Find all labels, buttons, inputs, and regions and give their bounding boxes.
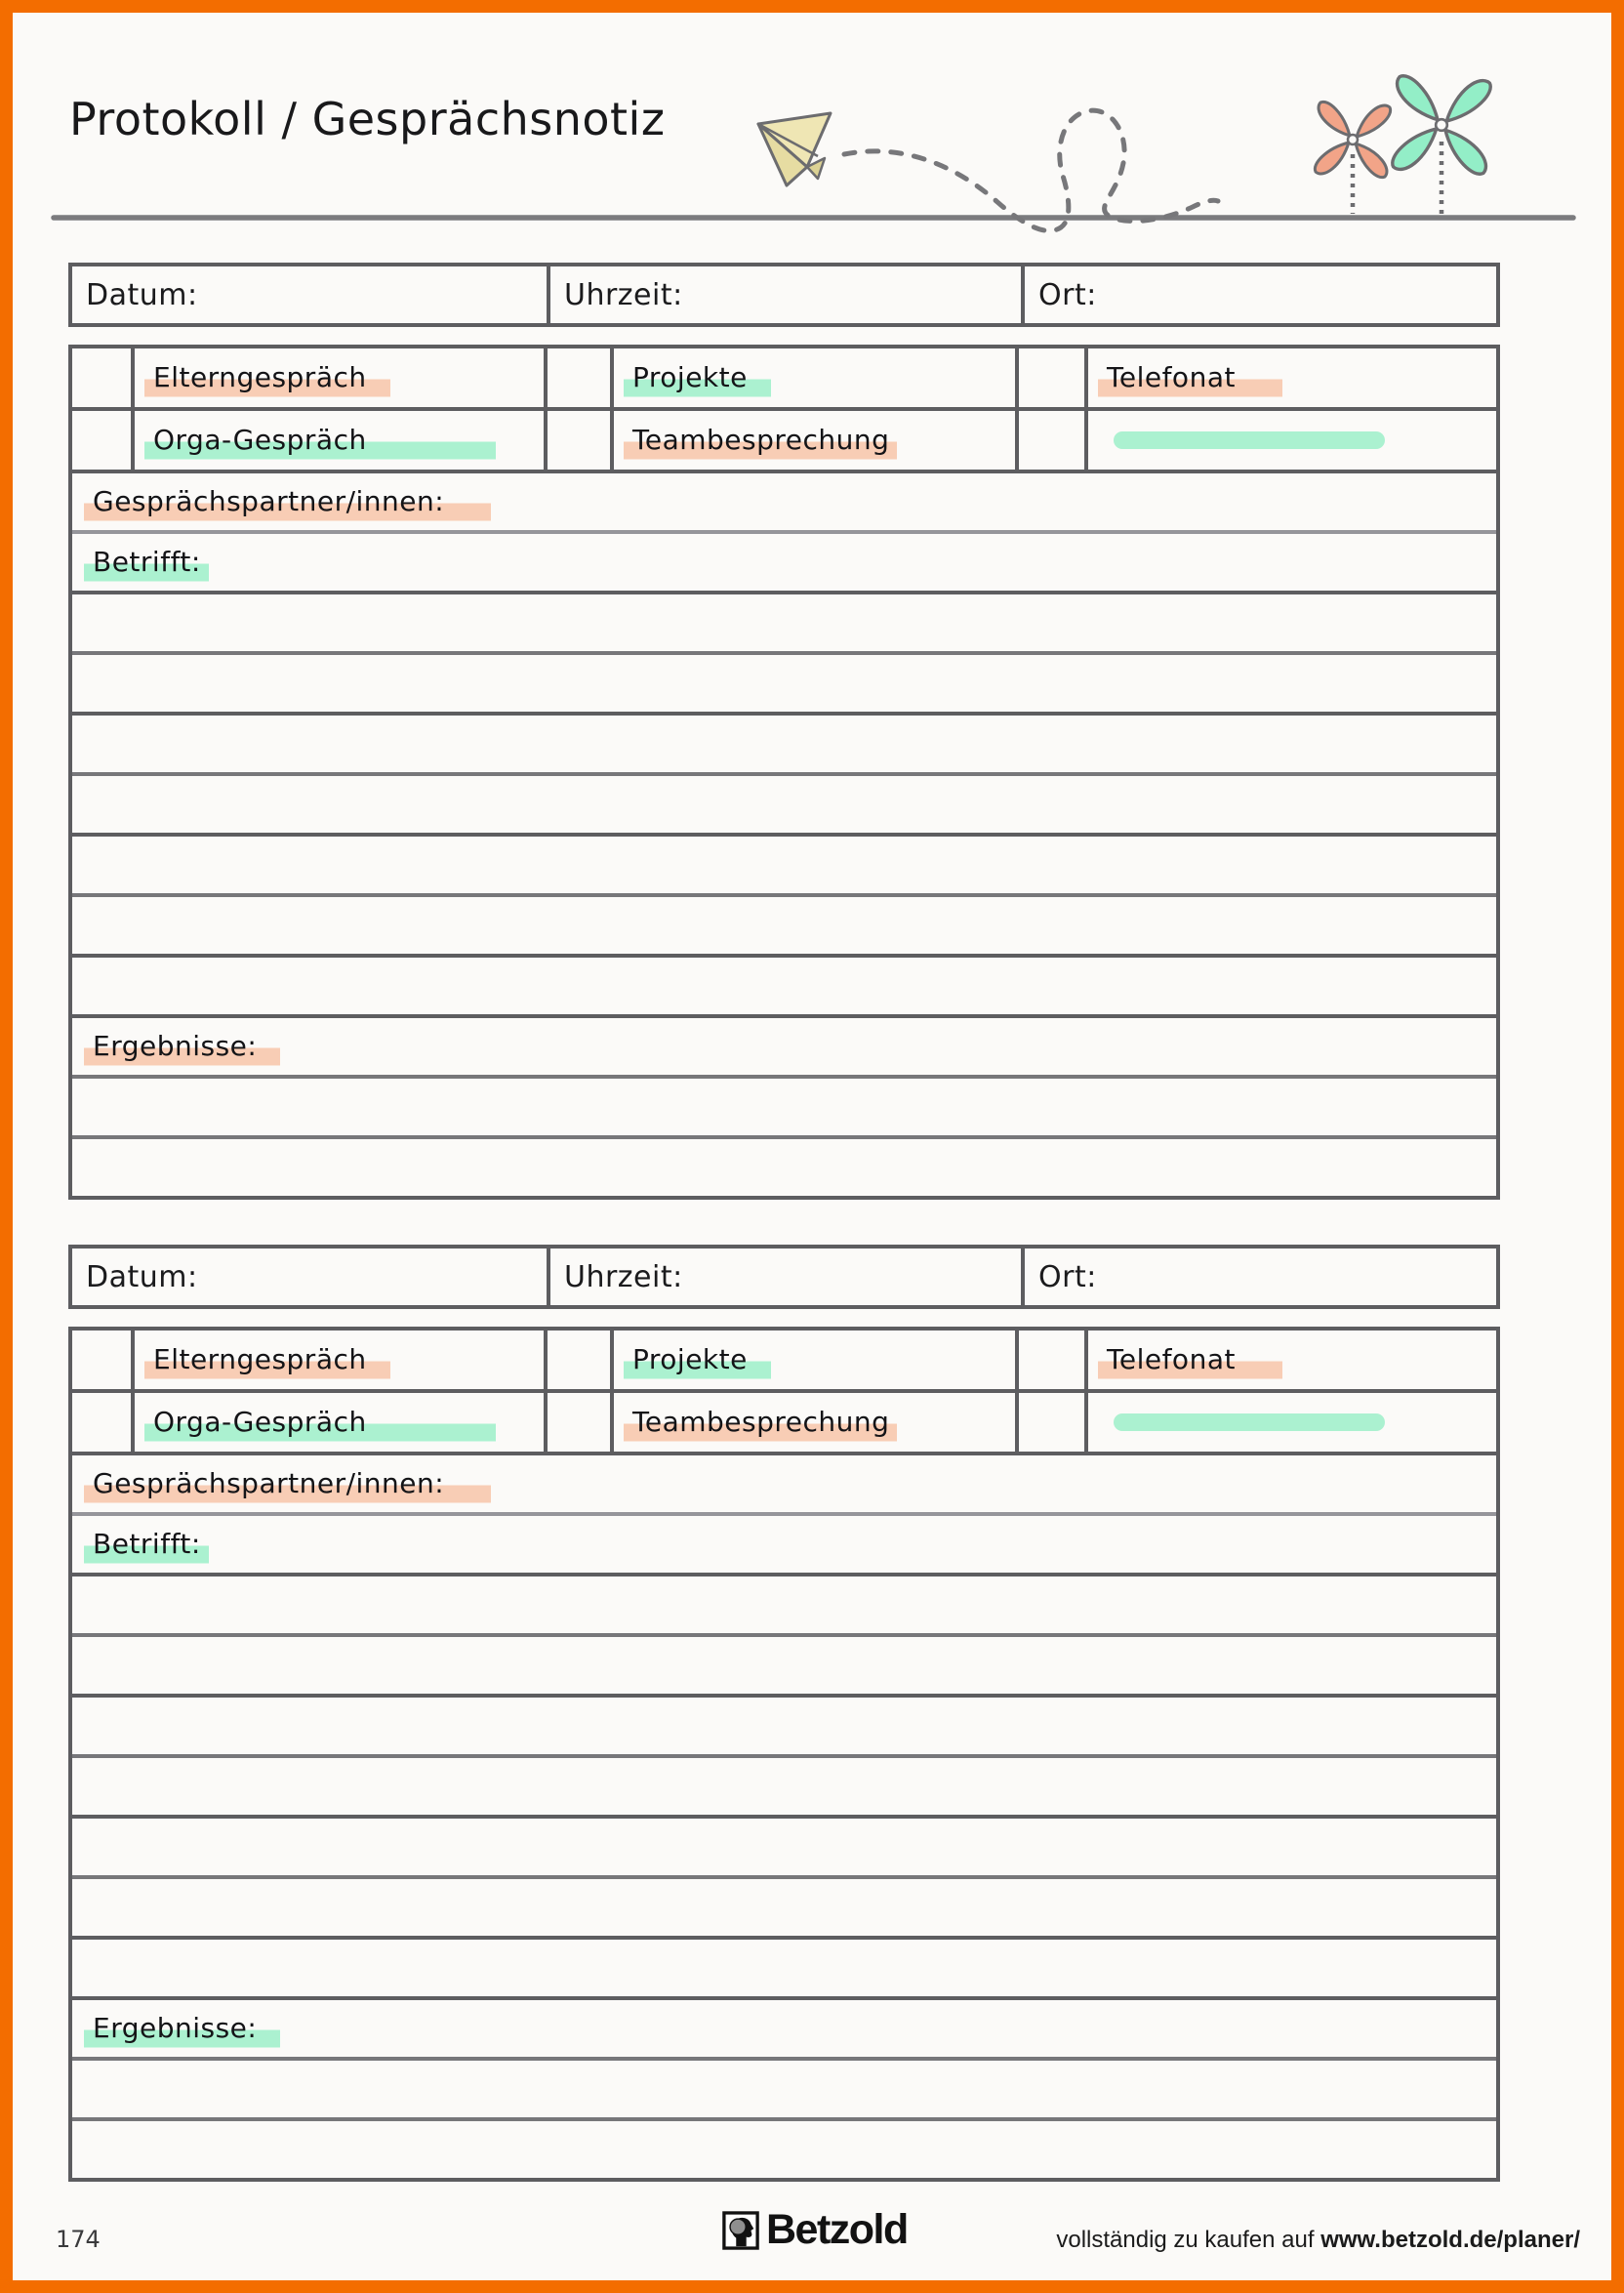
participants-row[interactable]	[72, 470, 1496, 530]
brand-wordmark: Betzold	[766, 2206, 908, 2253]
option-cell	[131, 348, 544, 411]
option-label: Projekte	[624, 358, 771, 398]
option-label: Teambesprechung	[624, 421, 897, 461]
note-line-row[interactable]	[72, 1875, 1496, 1936]
note-line-row[interactable]	[72, 651, 1496, 712]
dashed-flight-path	[844, 110, 1218, 230]
page-number: 174	[56, 2226, 101, 2253]
checkbox-orga-gespraech[interactable]	[72, 1393, 131, 1452]
note-line-row[interactable]	[72, 772, 1496, 833]
option-cell	[610, 1331, 1015, 1393]
section-body	[68, 1327, 1500, 2182]
section-header-row	[68, 1245, 1500, 1309]
purchase-url: www.betzold.de/planer/	[1320, 2227, 1580, 2253]
date-field[interactable]	[72, 266, 547, 323]
paper-plane-icon	[758, 113, 831, 185]
results-line-row[interactable]	[72, 1075, 1496, 1135]
results-label: Ergebnisse:	[84, 2009, 280, 2049]
option-cell	[131, 1393, 544, 1452]
subject-row[interactable]	[72, 1512, 1496, 1573]
checkbox-elterngespraech[interactable]	[72, 1331, 131, 1393]
results-label: Ergebnisse:	[84, 1027, 280, 1067]
note-line-row[interactable]	[72, 954, 1496, 1014]
purchase-note	[1056, 2227, 1580, 2254]
note-line-row[interactable]	[72, 1754, 1496, 1815]
participants-label: Gesprächspartner/innen:	[84, 482, 491, 522]
option-label: Projekte	[624, 1340, 771, 1380]
custom-option-highlight	[1114, 431, 1385, 449]
option-cell	[610, 348, 1015, 411]
place-label: Ort:	[1038, 1259, 1097, 1294]
option-label: Telefonat	[1098, 1340, 1282, 1380]
results-row[interactable]	[72, 1996, 1496, 2057]
option-label: Telefonat	[1098, 358, 1282, 398]
options-grid	[72, 348, 1496, 470]
results-line-row[interactable]	[72, 1135, 1496, 1196]
option-cell	[610, 1393, 1015, 1452]
option-label: Orga-Gespräch	[144, 1403, 496, 1443]
betzold-logo	[722, 2206, 908, 2253]
checkbox-orga-gespraech[interactable]	[72, 411, 131, 470]
note-line-row[interactable]	[72, 1573, 1496, 1633]
protocol-section	[68, 1245, 1500, 2182]
results-line-row[interactable]	[72, 2117, 1496, 2178]
date-label: Datum:	[86, 277, 198, 312]
custom-option-cell[interactable]	[1084, 411, 1496, 470]
time-label: Uhrzeit:	[564, 1259, 683, 1294]
option-label: Elterngespräch	[144, 1340, 390, 1380]
time-field[interactable]	[547, 266, 1021, 323]
results-row[interactable]	[72, 1014, 1496, 1075]
option-label: Elterngespräch	[144, 358, 390, 398]
subject-row[interactable]	[72, 530, 1496, 591]
place-field[interactable]	[1021, 1249, 1496, 1305]
note-line-row[interactable]	[72, 591, 1496, 651]
options-grid	[72, 1331, 1496, 1452]
purchase-note-text: vollständig zu kaufen auf	[1056, 2227, 1321, 2253]
subject-label: Betrifft:	[84, 1525, 209, 1565]
option-cell	[131, 1331, 544, 1393]
checkbox-teambesprechung[interactable]	[544, 411, 610, 470]
custom-option-cell[interactable]	[1084, 1393, 1496, 1452]
betzold-logo-icon	[722, 2211, 759, 2250]
place-label: Ort:	[1038, 277, 1097, 312]
note-line-row[interactable]	[72, 833, 1496, 893]
option-cell	[131, 411, 544, 470]
note-line-row[interactable]	[72, 1694, 1496, 1754]
page-title: Protokoll / Gesprächsnotiz	[69, 93, 666, 145]
option-cell	[1084, 1331, 1496, 1393]
note-line-row[interactable]	[72, 1815, 1496, 1875]
note-line-row[interactable]	[72, 1633, 1496, 1694]
checkbox-telefonat[interactable]	[1015, 348, 1084, 411]
pinwheel-mint-icon	[1393, 76, 1490, 174]
checkbox-projekte[interactable]	[544, 1331, 610, 1393]
protocol-section	[68, 263, 1500, 1200]
checkbox-elterngespraech[interactable]	[72, 348, 131, 411]
participants-label: Gesprächspartner/innen:	[84, 1464, 491, 1504]
checkbox-teambesprechung[interactable]	[544, 1393, 610, 1452]
subject-label: Betrifft:	[84, 543, 209, 583]
results-line-row[interactable]	[72, 2057, 1496, 2117]
option-label: Teambesprechung	[624, 1403, 897, 1443]
checkbox-custom[interactable]	[1015, 1393, 1084, 1452]
checkbox-telefonat[interactable]	[1015, 1331, 1084, 1393]
place-field[interactable]	[1021, 266, 1496, 323]
pinwheel-orange-icon	[1315, 102, 1390, 177]
custom-option-highlight	[1114, 1413, 1385, 1431]
option-label: Orga-Gespräch	[144, 421, 496, 461]
checkbox-projekte[interactable]	[544, 348, 610, 411]
date-label: Datum:	[86, 1259, 198, 1294]
section-header-row	[68, 263, 1500, 327]
participants-row[interactable]	[72, 1452, 1496, 1512]
time-field[interactable]	[547, 1249, 1021, 1305]
checkbox-custom[interactable]	[1015, 411, 1084, 470]
time-label: Uhrzeit:	[564, 277, 683, 312]
note-line-row[interactable]	[72, 712, 1496, 772]
note-line-row[interactable]	[72, 1936, 1496, 1996]
note-line-row[interactable]	[72, 893, 1496, 954]
date-field[interactable]	[72, 1249, 547, 1305]
option-cell	[1084, 348, 1496, 411]
section-body	[68, 345, 1500, 1200]
option-cell	[610, 411, 1015, 470]
